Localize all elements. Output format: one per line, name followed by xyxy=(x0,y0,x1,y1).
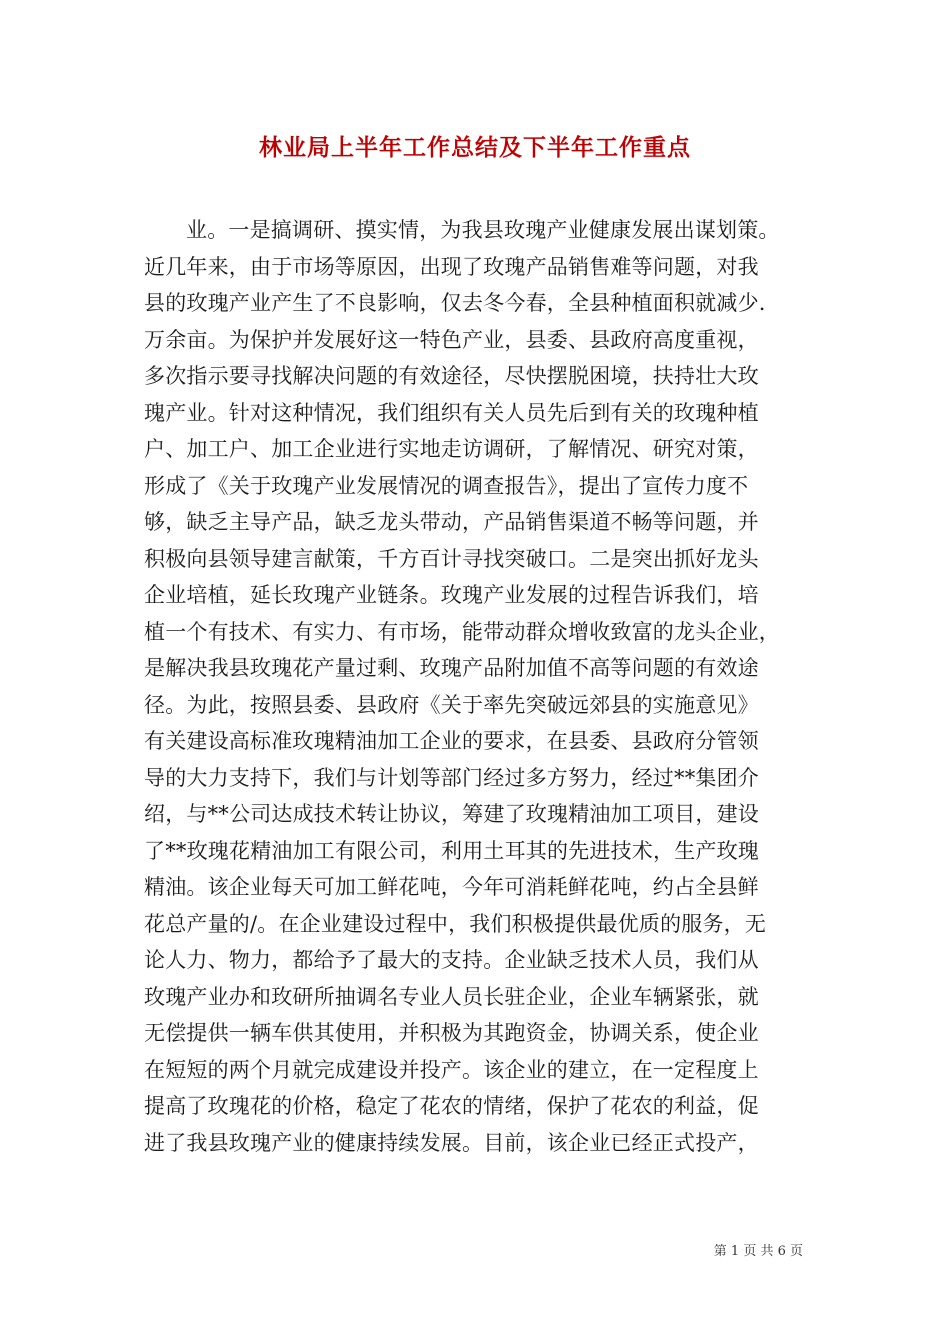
text-line: 瑰产业。针对这种情况，我们组织有关人员先后到有关的玫瑰种植 xyxy=(144,400,759,425)
text-line: 户、加工户、加工企业进行实地走访调研，了解情况、研究对策， xyxy=(144,437,759,461)
document-title: 林业局上半年工作总结及下半年工作重点 xyxy=(259,134,691,161)
text-line: 径。为此，按照县委、县政府《关于率先突破远郊县的实施意见》 xyxy=(144,692,759,717)
text-line: 县的玫瑰产业产生了不良影响，仅去冬今春，全县种植面积就减少. xyxy=(144,291,766,315)
text-line: 形成了《关于玫瑰产业发展情况的调查报告》，提出了宣传力度不 xyxy=(144,473,749,498)
text-line: 企业培植，延长玫瑰产业链条。玫瑰产业发展的过程告诉我们，培 xyxy=(144,583,759,607)
text-line: 植一个有技术、有实力、有市场，能带动群众增收致富的龙头企业， xyxy=(144,619,780,644)
text-line: 业。一是搞调研、摸实情，为我县玫瑰产业健康发展出谋划策。 xyxy=(186,218,780,242)
text-line: 论人力、物力，都给予了最大的支持。企业缺乏技术人员，我们从 xyxy=(144,948,759,972)
text-line: 玫瑰产业办和玫研所抽调名专业人员长驻企业，企业车辆紧张，就 xyxy=(144,984,759,1009)
text-line: 提高了玫瑰花的价格，稳定了花农的情绪，保护了花农的利益，促 xyxy=(144,1094,759,1118)
text-line: 在短短的两个月就完成建设并投产。该企业的建立，在一定程度上 xyxy=(144,1057,759,1082)
text-line: 无偿提供一辆车供其使用，并积极为其跑资金，协调关系，使企业 xyxy=(144,1021,759,1045)
document-body xyxy=(144,212,829,1161)
text-line: 花总产量的/。在企业建设过程中，我们积极提供最优质的服务，无 xyxy=(144,911,767,936)
text-line: 万余亩。为保护并发展好这一特色产业，县委、县政府高度重视， xyxy=(144,327,759,352)
text-line: 进了我县玫瑰产业的健康持续发展。目前，该企业已经正式投产， xyxy=(144,1130,759,1155)
text-line: 多次指示要寻找解决问题的有效途径，尽快摆脱困境，扶持壮大玫 xyxy=(144,364,759,388)
text-line: 够，缺乏主导产品，缺乏龙头带动，产品销售渠道不畅等问题，并 xyxy=(144,510,759,534)
text-line: 有关建设高标准玫瑰精油加工企业的要求，在县委、县政府分管领 xyxy=(144,729,759,753)
text-line: 绍，与**公司达成技术转让协议，筹建了玫瑰精油加工项目，建设 xyxy=(144,802,759,826)
text-line: 近几年来，由于市场等原因，出现了玫瑰产品销售难等问题，对我 xyxy=(144,254,759,279)
text-line: 导的大力支持下，我们与计划等部门经过多方努力，经过**集团介 xyxy=(144,765,759,790)
page-number: 第 1 页 共 6 页 xyxy=(713,1244,803,1259)
text-line: 精油。该企业每天可加工鲜花吨，今年可消耗鲜花吨，约占全县鲜 xyxy=(144,875,759,899)
text-line: 是解决我县玫瑰花产量过剩、玫瑰产品附加值不高等问题的有效途 xyxy=(144,656,759,680)
text-line: 积极向县领导建言献策，千方百计寻找突破口。二是突出抓好龙头 xyxy=(144,546,759,571)
text-line: 了**玫瑰花精油加工有限公司，利用土耳其的先进技术，生产玫瑰 xyxy=(144,838,759,863)
